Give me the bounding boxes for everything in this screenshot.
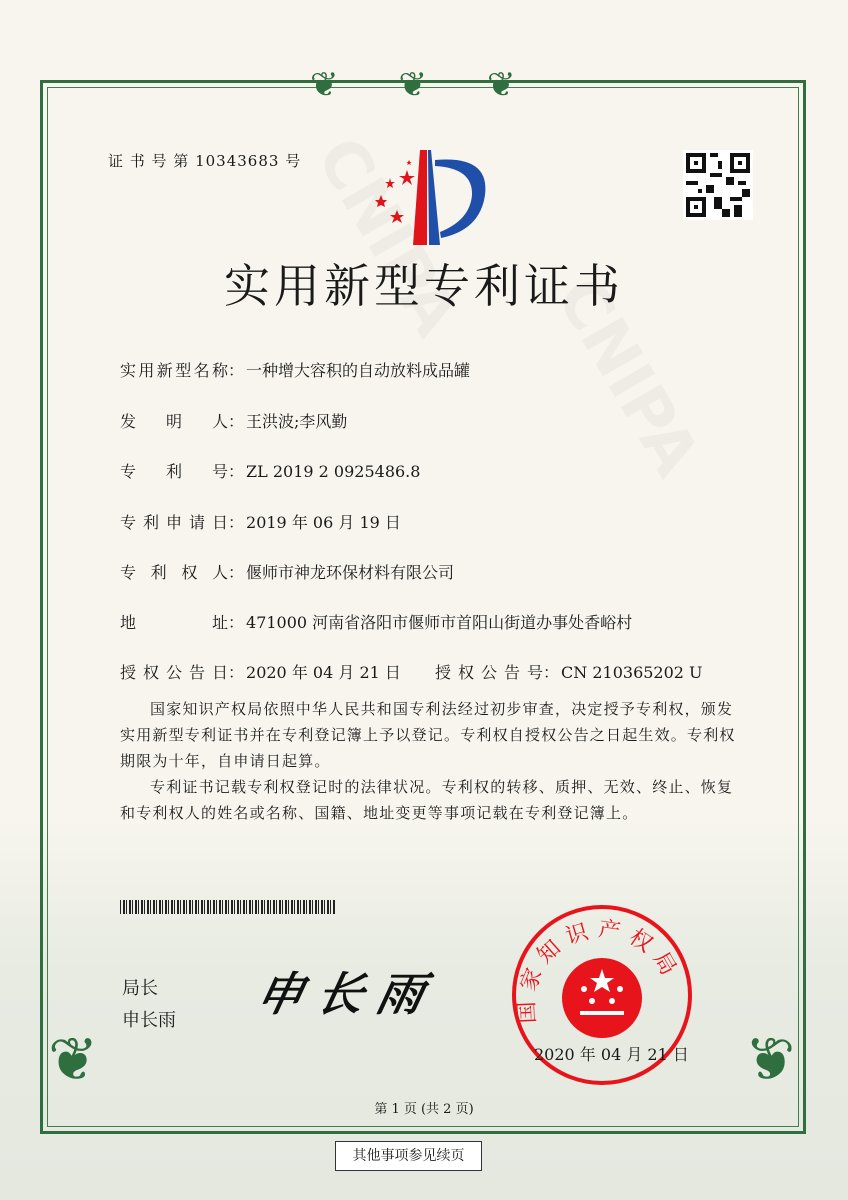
statement-paragraph: 国家知识产权局依照中华人民共和国专利法经过初步审查，决定授予专利权，颁发实用新型专利证书并在专利登记簿上予以登记。专利权自授权公告之日起生效。专利权期限为十年，自申请日起算。 xyxy=(120,700,736,770)
logo-stars xyxy=(375,160,415,223)
field-row-announcement-number: 授权公告号： CN 210365202 U xyxy=(435,660,703,683)
field-label: 授权公告日 xyxy=(120,663,228,682)
cnipa-logo xyxy=(365,150,490,250)
field-value: 偃师市神龙环保材料有限公司 xyxy=(246,563,455,582)
logo-red-bar xyxy=(413,150,427,245)
top-ornament: ❦❦❦ xyxy=(310,65,576,105)
field-row-address: 地 址： 471000 河南省洛阳市偃师市首阳山街道办事处香峪村 xyxy=(120,610,632,633)
page-title: 实用新型专利证书 xyxy=(224,259,624,313)
field-label: 实用新型名称 xyxy=(120,361,228,380)
logo-blue-curve xyxy=(435,159,485,238)
field-value: ZL 2019 2 0925486.8 xyxy=(246,462,421,481)
field-label: 专 利 权 人 xyxy=(120,563,228,582)
certificate-number: 证 书 号 第 10343683 号 xyxy=(108,152,302,170)
field-label: 地 址 xyxy=(120,613,228,632)
signatory-title: 局长 xyxy=(122,978,158,999)
field-label: 专 利 号 xyxy=(120,462,228,481)
field-label: 专利申请日 xyxy=(120,513,228,532)
handwritten-signature: 申长雨 xyxy=(251,967,444,1021)
field-label: 发 明 人 xyxy=(120,412,228,431)
continuation-note: 其他事项参见续页 xyxy=(335,1141,482,1171)
field-row-name: 实用新型名称： 一种增大容积的自动放料成品罐 xyxy=(120,358,470,381)
statement-paragraph: 专利证书记载专利权登记时的法律状况。专利权的转移、质押、无效、终止、恢复和专利权人的姓名或名称、国籍、地址变更等事项记载在专利登记簿上。 xyxy=(120,778,734,822)
qr-code xyxy=(683,150,753,220)
corner-ornament-right: ❦ xyxy=(745,1025,796,1095)
certificate-statement xyxy=(120,696,748,826)
barcode xyxy=(120,900,336,914)
field-row-patent-number: 专 利 号： ZL 2019 2 0925486.8 xyxy=(120,459,420,482)
field-row-filing-date: 专利申请日： 2019 年 06 月 19 日 xyxy=(120,510,401,533)
field-row-inventor: 发 明 人： 王洪波;李风勤 xyxy=(120,409,347,432)
field-value: 471000 河南省洛阳市偃师市首阳山街道办事处香峪村 xyxy=(246,613,633,632)
field-value: CN 210365202 U xyxy=(561,663,703,682)
field-value: 2019 年 06 月 19 日 xyxy=(246,513,401,532)
field-label: 授权公告号 xyxy=(435,663,543,682)
page-number: 第 1 页 (共 2 页) xyxy=(374,1102,474,1117)
seal-text: 国家知识产权局 xyxy=(514,916,685,1024)
field-value: 王洪波;李风勤 xyxy=(246,412,348,431)
field-value: 2020 年 04 月 21 日 xyxy=(246,663,401,682)
field-row-patentee: 专 利 权 人： 偃师市神龙环保材料有限公司 xyxy=(120,560,454,583)
corner-ornament-left: ❦ xyxy=(48,1025,99,1095)
seal-date: 2020 年 04 月 21 日 xyxy=(534,1045,689,1064)
signatory-name: 申长雨 xyxy=(122,1010,176,1031)
field-row-grant-date: 授权公告日： 2020 年 04 月 21 日 xyxy=(120,660,401,683)
field-value: 一种增大容积的自动放料成品罐 xyxy=(246,361,471,380)
